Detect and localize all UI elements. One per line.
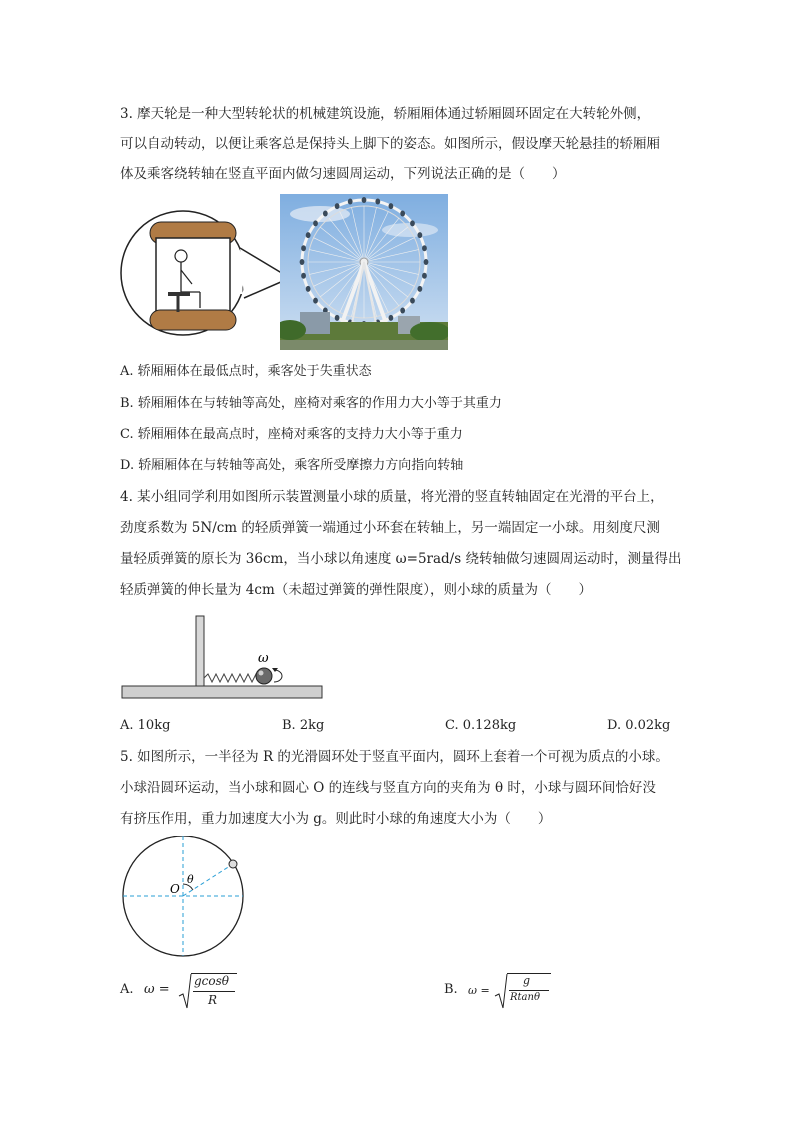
wheel-capsule [335,315,340,321]
wheel-capsule [422,273,427,279]
q3-option-c: C. 轿厢厢体在最高点时，座椅对乘客的支持力大小等于重力 [120,427,463,442]
q4-option-d: D. 0.02kg [607,718,671,733]
q3-option-b: B. 轿厢厢体在与转轴等高处，座椅对乘客的作用力大小等于其重力 [120,396,502,411]
cabin-illustration [120,200,290,350]
wheel-capsule [389,203,394,209]
q3-option-d: D. 轿厢厢体在与转轴等高处，乘客所受摩擦力方向指向转轴 [120,458,464,473]
wheel-capsule [301,273,306,279]
wheel-capsule [417,232,422,238]
q5-option-b [444,972,584,1012]
wheel-capsule [410,220,415,226]
wheel-capsule [306,286,311,292]
ferris-wheel-photo [280,194,448,350]
q5-option-a-denominator: R [208,993,218,1007]
q5-line-1: 5. 如图所示，一半径为 R 的光滑圆环处于竖直平面内，圆环上套着一个可视为质点的小球。 [120,749,669,765]
center-o-label: O [170,882,180,896]
sqrt-sign-icon [494,972,508,1012]
q5-option-a-numerator: gcosθ [194,974,230,988]
omega-label: ω [258,651,269,666]
wheel-capsule [400,211,405,217]
wheel-capsule [306,232,311,238]
spring-apparatus-diagram [118,612,328,704]
wheel-capsule [313,220,318,226]
q4-option-b: B. 2kg [282,718,325,733]
q4-line-1: 4. 某小组同学利用如图所示装置测量小球的质量，将光滑的竖直转轴固定在光滑的平台上， [120,489,664,505]
q5-option-a [120,972,260,1012]
wheel-capsule [348,199,353,205]
wheel-capsule [389,315,394,321]
q5-line-3: 有挤压作用，重力加速度大小为 g。则此时小球的角速度大小为（ ） [120,811,552,827]
q5-option-b-numerator: g [523,974,531,987]
q4-option-c: C. 0.128kg [445,718,517,733]
q4-line-2: 劲度系数为 5N/cm 的轻质弹簧一端通过小环套在转轴上，另一端固定一小球。用刻度尺测 [120,520,660,536]
q5-option-a-label: A. [120,982,134,997]
wheel-capsule [313,298,318,304]
sqrt-sign-icon [178,972,192,1012]
q4-option-a: A. 10kg [120,718,171,733]
wheel-capsule [400,307,405,313]
wheel-capsule [323,211,328,217]
q3-line-3: 体及乘客绕转轴在竖直平面内做匀速圆周运动，下列说法正确的是（ ） [120,166,566,182]
q3-line-1: 3. 摩天轮是一种大型转轮状的机械建筑设施，轿厢厢体通过轿厢圆环固定在大转轮外侧， [120,106,651,122]
q5-option-b-lhs: ω = [468,984,490,997]
q5-option-b-denominator: Rtanθ [510,992,540,1003]
wheel-capsule [410,298,415,304]
q4-line-4: 轻质弹簧的伸长量为 4cm（未超过弹簧的弹性限度），则小球的质量为（ ） [120,582,592,598]
wheel-capsule [375,199,380,205]
wheel-capsule [417,286,422,292]
q3-option-a: A. 轿厢厢体在最低点时，乘客处于失重状态 [120,364,372,379]
theta-label: θ [187,873,194,886]
wheel-capsule [300,259,305,265]
q3-line-2: 可以自动转动，以便让乘客总是保持头上脚下的姿态。如图所示，假设摩天轮悬挂的轿厢厢 [120,136,660,152]
q5-line-2: 小球沿圆环运动，当小球和圆心 O 的连线与竖直方向的夹角为 θ 时，小球与圆环间恰好没 [120,780,656,796]
q5-option-a-lhs: ω = [144,982,170,997]
wheel-capsule [424,259,429,265]
q4-line-3: 量轻质弹簧的原长为 36cm，当小球以角速度 ω=5rad/s 绕转轴做匀速圆周运动时，测量得出 [120,551,682,567]
wheel-capsule [422,245,427,251]
ring-diagram [118,836,250,960]
q5-option-b-label: B. [444,982,458,997]
wheel-capsule [335,203,340,209]
wheel-capsule [301,245,306,251]
wheel-capsule [362,197,367,203]
